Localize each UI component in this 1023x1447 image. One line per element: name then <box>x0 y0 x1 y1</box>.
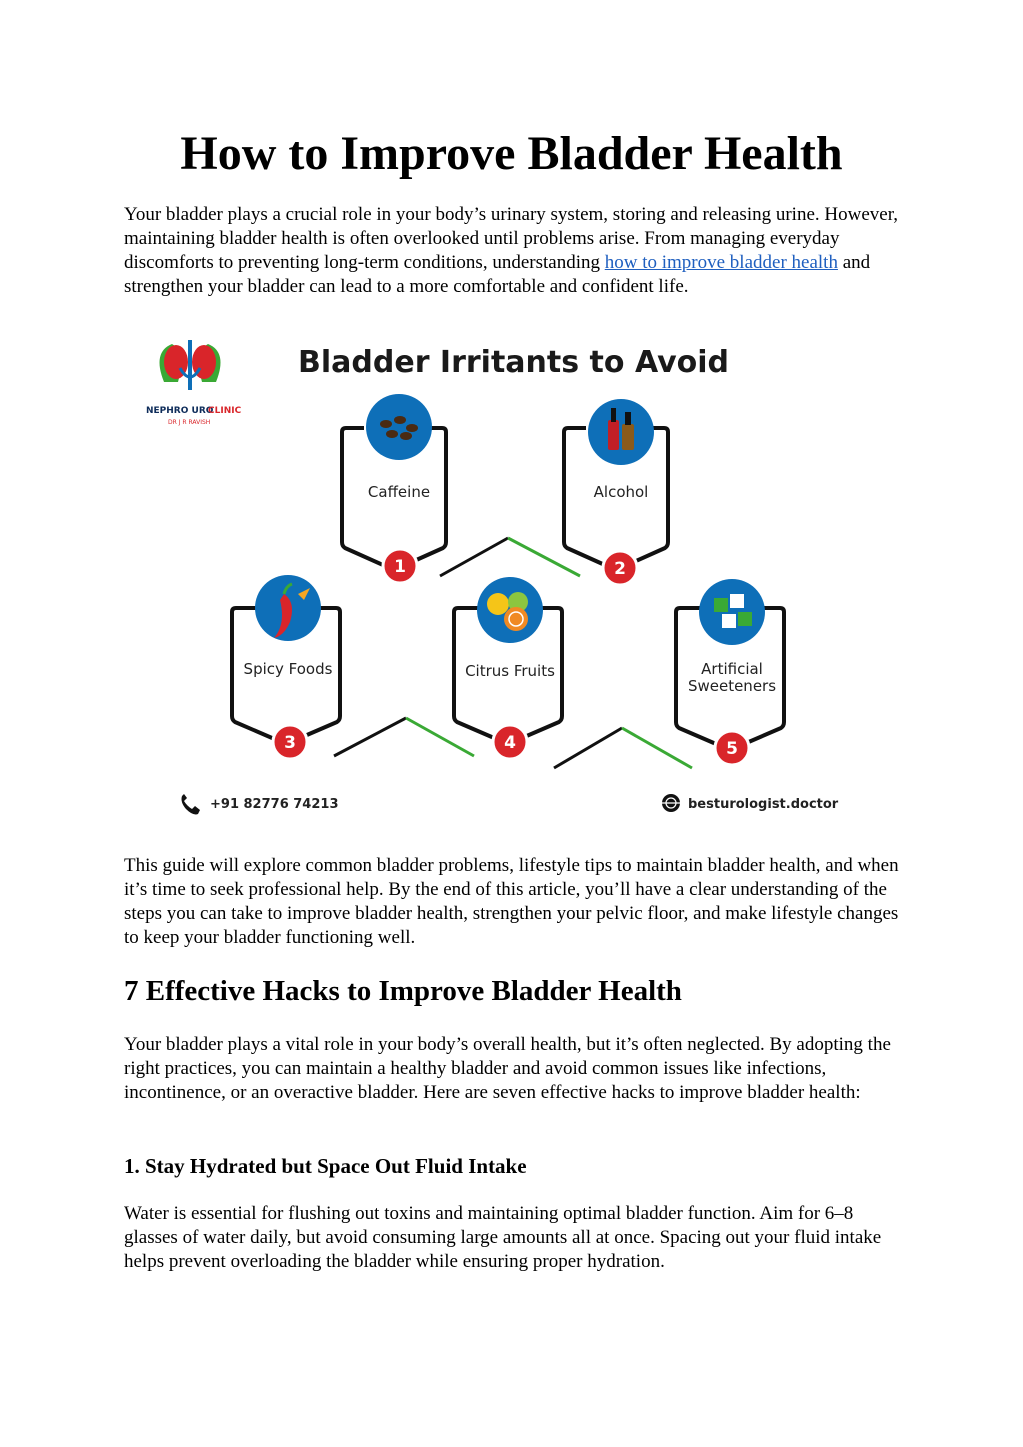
card-label-caffeine: Caffeine <box>367 483 431 501</box>
sugar-cubes-icon <box>699 579 765 645</box>
irritant-card-spicy-foods <box>232 575 340 759</box>
hack-1-heading: 1. Stay Hydrated but Space Out Fluid Intake <box>124 1154 527 1178</box>
irritant-card-alcohol <box>564 399 668 585</box>
card-label-spicy-foods: Spicy Foods <box>243 660 333 678</box>
intro-paragraph <box>124 203 899 299</box>
badge-number-2: 2 <box>614 559 626 579</box>
irritant-card-artificial-sweeteners <box>676 579 784 765</box>
improve-bladder-health-link[interactable]: how to improve bladder health <box>604 252 838 273</box>
intro-text-start: Your bladder plays a crucial role in your body’s urinary system, storing and releasing urine. However, maintaining bladder health is often overlooked until problems arise. From managing everyday discomforts to preventing long-term conditions, understanding <box>124 204 899 273</box>
page-title: How to Improve Bladder Health <box>180 127 843 180</box>
badge-number-1: 1 <box>394 557 406 577</box>
irritant-card-citrus-fruits <box>454 577 562 759</box>
section-intro-paragraph: Your bladder plays a vital role in your body’s overall health, but it’s often neglected. By adopting the right practices, you can maintain a healthy bladder and avoid common issues like infections, incontinence, or an overactive bladder. Here are seven effective hacks to improve bladder health: <box>124 1034 891 1103</box>
card-label-alcohol: Alcohol <box>593 483 649 501</box>
logo-doctor-name: DR J R RAVISH <box>168 419 211 426</box>
bladder-irritants-infographic <box>124 332 899 832</box>
badge-number-3: 3 <box>284 733 296 753</box>
card-label-citrus-fruits: Citrus Fruits <box>465 662 555 680</box>
card-label-sweeteners: Sweeteners <box>687 677 777 695</box>
bottles-icon <box>588 399 654 465</box>
section-heading: 7 Effective Hacks to Improve Bladder Health <box>124 975 682 1007</box>
coffee-beans-icon <box>366 394 432 460</box>
card-label-artificial: Artificial <box>701 660 763 678</box>
hack-1-paragraph: Water is essential for flushing out toxins and maintaining optimal bladder function. Aim for 6–8 glasses of water daily, but avoid consuming large amounts all at once. Spacing out your fluid intake helps prevent overloading the bladder while ensuring proper hydration. <box>124 1203 882 1272</box>
badge-number-4: 4 <box>504 733 516 753</box>
website-address: besturologist.doctor <box>688 797 839 812</box>
clinic-logo <box>146 340 242 426</box>
phone-number: +91 82776 74213 <box>210 797 339 812</box>
infographic-footer <box>182 794 839 814</box>
badge-number-5: 5 <box>726 739 738 759</box>
intro-text-end: and strengthen your bladder can lead to a more comfortable and confident life. <box>124 252 871 297</box>
logo-clinic-name: NEPHRO URO <box>146 406 214 416</box>
phone-icon <box>182 794 201 814</box>
logo-clinic-word: CLINIC <box>208 406 242 416</box>
irritant-card-caffeine <box>342 394 446 583</box>
infographic-title: Bladder Irritants to Avoid <box>298 345 730 380</box>
guide-paragraph: This guide will explore common bladder problems, lifestyle tips to maintain bladder health, and when it’s time to seek professional help. By the end of this article, you’ll have a clear understanding of the steps you can take to improve bladder health, strengthen your pelvic floor, and make lifestyle changes to keep your bladder functioning well. <box>124 855 899 948</box>
